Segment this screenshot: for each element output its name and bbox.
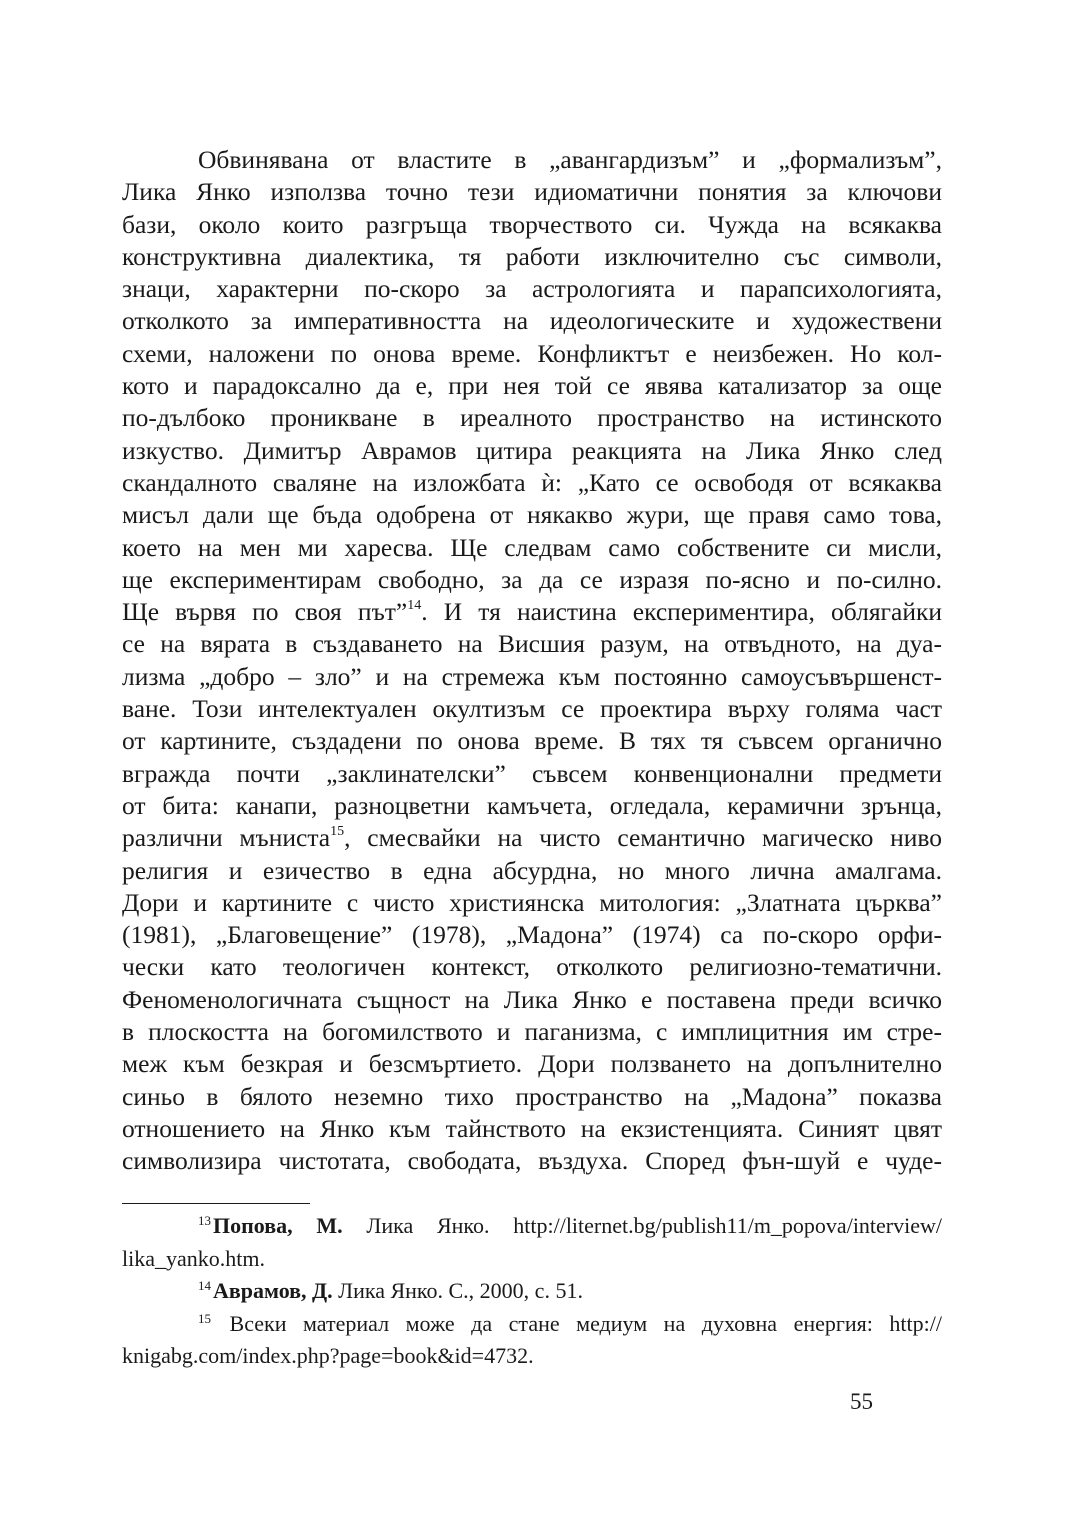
footnotes: [122, 1210, 942, 1373]
text-line: ще експериментирам свободно, за да се изразя по-ясно и по-силно.: [122, 564, 942, 594]
footnote-author: Аврамов, Д.: [213, 1278, 333, 1303]
page-number: 55: [850, 1389, 873, 1414]
text-line: се на вярата в създаването на Висшия разум, на отвъдното, на дуа-: [122, 629, 942, 659]
footnote-text[interactable]: Лика Янко. http://liternet.bg/publish11/m_popova/interview/: [342, 1213, 943, 1238]
text-line: синьо в бялото неземно тихо пространство на „Мадона” показва: [122, 1081, 942, 1111]
text-line: от картините, създадени по онова време. В тях тя съвсем органично: [122, 726, 942, 756]
text-line: отколкото за императивността на идеологическите и художествени: [122, 306, 942, 336]
text-segment: Ще вървя по своя път”: [122, 597, 408, 627]
text-segment: различни мъниста: [122, 823, 331, 853]
text-line: меж към безкрая и безсмъртието. Дори ползването на допълнително: [122, 1049, 942, 1079]
text-line: отношението на Янко към тайнството на екзистенцията. Синият цвят: [122, 1113, 942, 1143]
text-line: вгражда почти „заклинателски” съвсем конвенционални предмети: [122, 758, 942, 788]
text-line: символизира чистотата, свободата, въздуха. Според фън-шуй е чуде-: [122, 1146, 942, 1176]
text-line: от бита: канапи, разноцветни камъчета, огледала, керамични зрънца,: [122, 790, 942, 820]
footnote-15: [122, 1308, 942, 1341]
text-line: по-дълбоко проникване в иреалното пространство на истинското: [122, 403, 942, 433]
text-line: Феноменологичната същност на Лика Янко е поставена преди всичко: [122, 984, 942, 1014]
text-line: религия и езичество в една абсурдна, но много лична амалгама.: [122, 855, 942, 885]
footnote-15-continuation[interactable]: knigabg.com/index.php?page=book&id=4732.: [122, 1343, 534, 1368]
text-line: конструктивна диалектика, тя работи изключително със символи,: [122, 241, 942, 271]
text-line: Обвинявана от властите в „авангардизъм” и „формализъм”,: [198, 145, 942, 174]
footnote-number: 13: [198, 1213, 211, 1228]
footnote-number: 15: [198, 1310, 211, 1326]
text-line: чески като теологичен контекст, отколкото религиозно-тематични.: [122, 952, 942, 982]
text-line: Дори и картините с чисто християнска митология: „Златната църква”: [122, 887, 942, 917]
text-line: мисъл дали ще бъда одобрена от някакво жури, ще правя само това,: [122, 500, 942, 530]
text-line: което на мен ми харесва. Ще следвам само собствените си мисли,: [122, 532, 942, 562]
footnote-ref-15[interactable]: 15: [330, 823, 345, 839]
footnote-14: [122, 1275, 942, 1308]
text-line: скандалното сваляне на изложбата ѝ: „Като се освободя от всякаква: [122, 467, 942, 497]
footnote-text[interactable]: Всеки материал може да стане медиум на духовна енергия: http://: [213, 1310, 942, 1336]
text-line: знаци, характерни по-скоро за астрологията и парапсихологията,: [122, 274, 942, 304]
text-line: ване. Този интелектуален окултизъм се проектира върху голяма част: [122, 694, 942, 724]
text-line: лизма „добро – зло” и на стремежа към постоянно самоусъвършенст-: [122, 661, 942, 691]
footnote-text: Лика Янко. С., 2000, с. 51.: [332, 1278, 583, 1303]
footnote-separator: [122, 1203, 310, 1204]
text-segment: , смесвайки на чисто семантично магическо ниво: [344, 823, 942, 853]
main-paragraph: [122, 144, 942, 1178]
footnote-13-continuation[interactable]: lika_yanko.htm.: [122, 1245, 265, 1271]
text-line: изкуство. Димитър Аврамов цитира реакцията на Лика Янко след: [122, 435, 942, 465]
text-line: Лика Янко използва точно тези идиоматични понятия за ключови: [122, 177, 942, 207]
text-segment: . И тя наистина експериментира, облягайки: [421, 597, 943, 627]
text-line: бази, около които разгръща творчеството си. Чужда на всякаква: [122, 209, 942, 239]
footnote-number: 14: [198, 1278, 211, 1293]
text-line: [122, 822, 942, 854]
footnote-author: Попова, М.: [213, 1213, 343, 1238]
text-line: [122, 596, 942, 628]
text-line: в плоскостта на богомилството и паганизма, с имплицитния им стре-: [122, 1017, 942, 1047]
text-line: кото и парадоксално да е, при нея той се явява катализатор за още: [122, 371, 942, 401]
footnote-ref-14[interactable]: 14: [407, 597, 422, 613]
text-line: (1981), „Благовещение” (1978), „Мадона” (1974) са по-скоро орфи-: [122, 920, 942, 950]
footnote-13: [122, 1210, 942, 1243]
text-line: схеми, наложени по онова време. Конфликтът е неизбежен. Но кол-: [122, 338, 942, 368]
